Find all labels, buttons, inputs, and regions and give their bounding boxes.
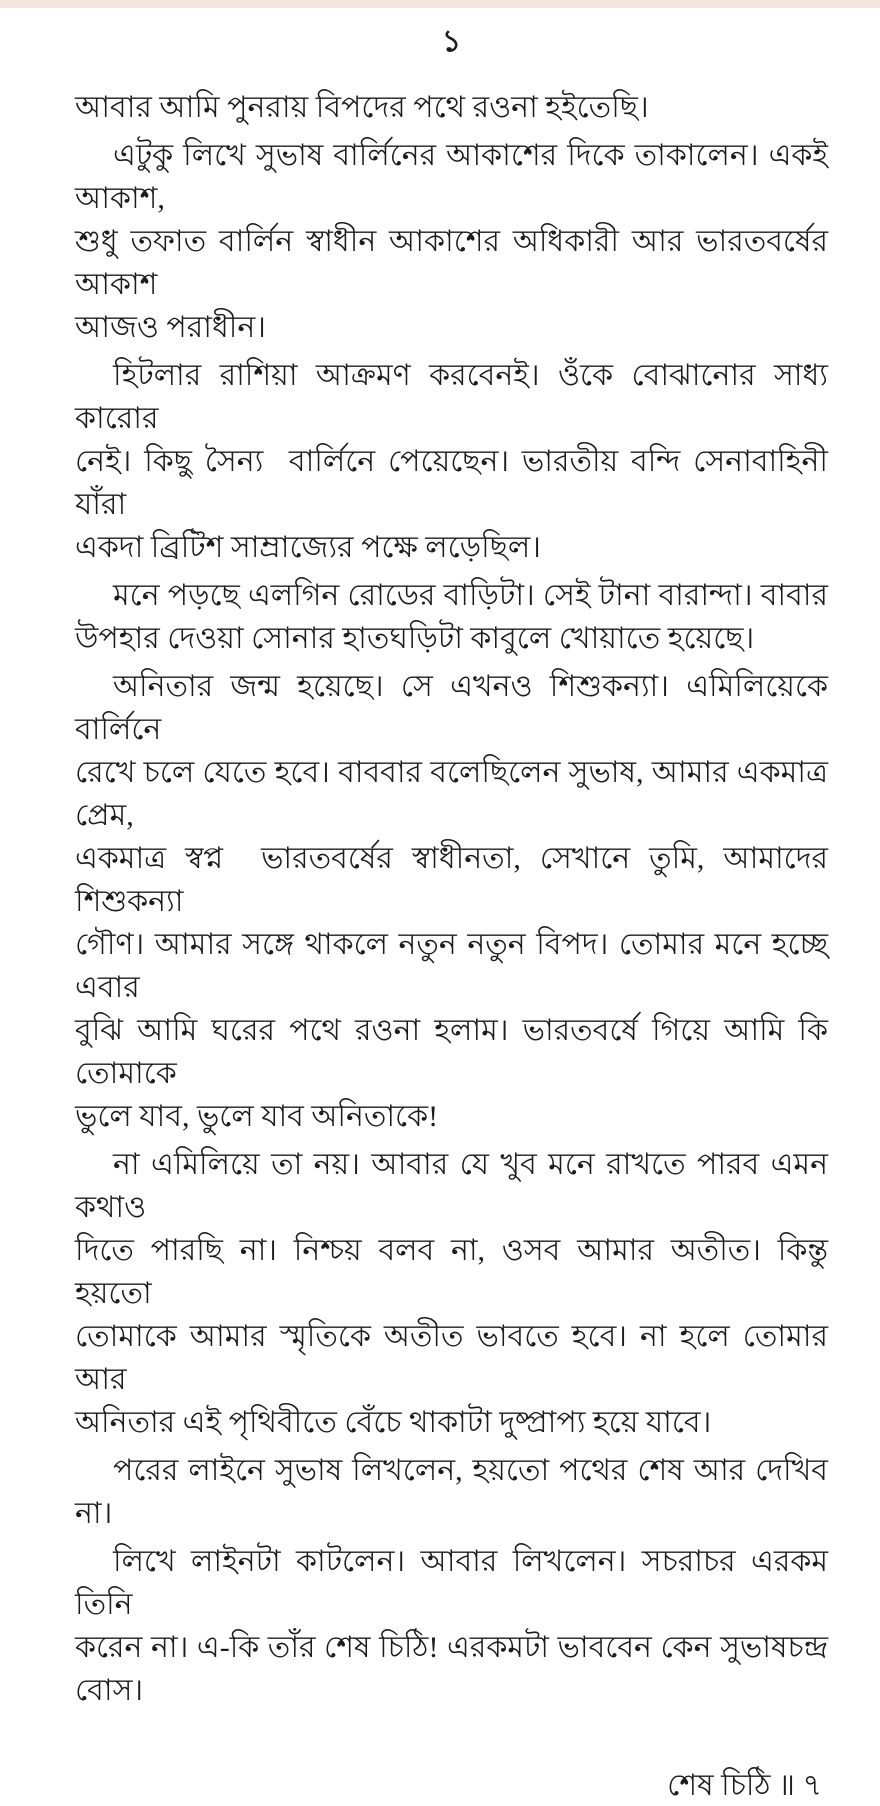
paragraph xyxy=(75,665,836,1138)
text-line: লিখে লাইনটা কাটলেন। আবার লিখলেন। সচরাচর এরকম তিনি xyxy=(75,1545,836,1621)
text-line: পরের লাইনে সুভাষ লিখলেন, হয়তো পথের শেষ আর দেখিব না। xyxy=(75,1454,836,1530)
page-body-text xyxy=(75,86,836,1712)
text-line: তোমাকে আমার স্মৃতিকে অতীত ভাবতে হবে। না হলে তোমার আর xyxy=(75,1320,836,1396)
text-line: অনিতার জন্ম হয়েছে। সে এখনও শিশুকন্যা। এমিলিয়েকে বার্লিনে xyxy=(75,670,836,746)
text-line: হিটলার রাশিয়া আক্রমণ করবেনই। ওঁকে বোঝানোর সাধ্য কারোর xyxy=(75,359,836,435)
paragraph xyxy=(75,86,828,129)
text-line: একমাত্র স্বপ্ন ভারতবর্ষের স্বাধীনতা, সেখানে তুমি, আমাদের শিশুকন্যা xyxy=(75,842,836,918)
paragraph xyxy=(75,134,836,349)
paragraph xyxy=(75,354,836,569)
text-line: অনিতার এই পৃথিবীতে বেঁচে থাকাটা দুষ্প্রাপ্য হয়ে যাবে। xyxy=(75,1406,712,1439)
book-page xyxy=(0,8,880,1806)
text-line: না এমিলিয়ে তা নয়। আবার যে খুব মনে রাখতে পারব এমন কথাও xyxy=(75,1148,836,1224)
text-line: রেখে চলে যেতে হবে। বাববার বলেছিলেন সুভাষ, আমার একমাত্র প্রেম, xyxy=(75,756,836,832)
page-top-edge-strip xyxy=(0,0,880,8)
text-line: গৌণ। আমার সঙ্গে থাকলে নতুন নতুন বিপদ। তোমার মনে হচ্ছে এবার xyxy=(75,928,836,1004)
running-footer-book-title-page: শেষ চিঠি ॥ ৭ xyxy=(667,1769,822,1802)
paragraph xyxy=(75,1143,836,1444)
text-line: নেই। কিছু সৈন্য বার্লিনে পেয়েছেন। ভারতীয় বন্দি সেনাবাহিনী যাঁরা xyxy=(75,445,836,521)
text-line: করেন না। এ-কি তাঁর শেষ চিঠি! এরকমটা ভাববেন কেন সুভাষচন্দ্র বোস। xyxy=(75,1631,836,1707)
text-line: আজও পরাধীন। xyxy=(75,311,267,344)
text-line: ভুলে যাব, ভুলে যাব অনিতাকে! xyxy=(75,1100,439,1133)
text-line: শুধু তফাত বার্লিন স্বাধীন আকাশের অধিকারী আর ভারতবর্ষের আকাশ xyxy=(75,225,836,301)
text-line: বুঝি আমি ঘরের পথে রওনা হলাম। ভারতবর্ষে গিয়ে আমি কি তোমাকে xyxy=(75,1014,836,1090)
paragraph xyxy=(75,1449,836,1535)
text-line: মনে পড়ছে এলগিন রোডের বাড়িটা। সেই টানা বারান্দা। বাবার xyxy=(113,579,828,612)
text-line: আবার আমি পুনরায় বিপদের পথে রওনা হইতেছি। xyxy=(75,91,649,124)
text-line: একদা ব্রিটিশ সাম্রাজ্যের পক্ষে লড়েছিল। xyxy=(75,531,541,564)
page-number: ১ xyxy=(441,25,462,58)
text-line: দিতে পারছি না। নিশ্চয় বলব না, ওসব আমার অতীত। কিন্তু হয়তো xyxy=(75,1234,836,1310)
text-line: এটুকু লিখে সুভাষ বার্লিনের আকাশের দিকে তাকালেন। একই আকাশ, xyxy=(75,139,836,215)
text-line: উপহার দেওয়া সোনার হাতঘড়িটা কাবুলে খোয়াতে হয়েছে। xyxy=(75,622,755,655)
paragraph xyxy=(75,574,828,660)
paragraph xyxy=(75,1540,836,1712)
